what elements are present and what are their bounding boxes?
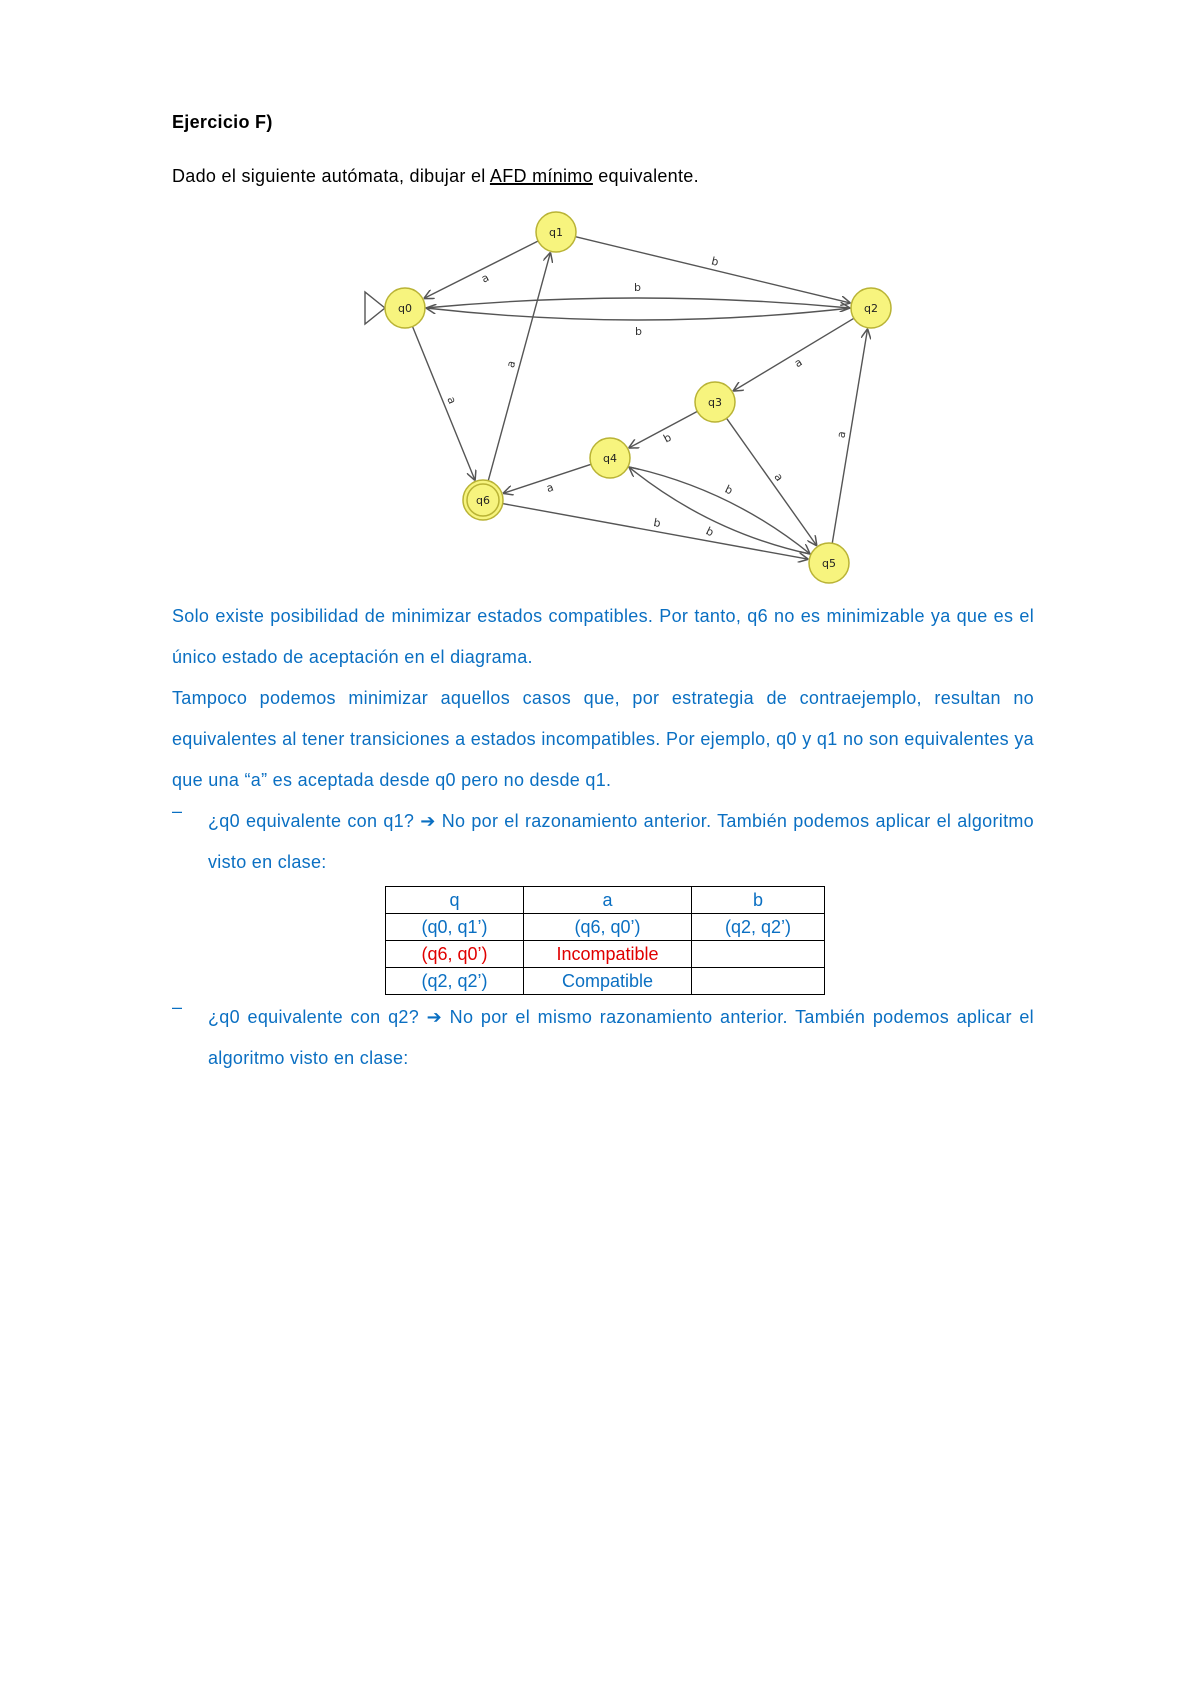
transition-label: b bbox=[635, 325, 642, 338]
transition-q4-q5 bbox=[628, 467, 810, 554]
table-row bbox=[386, 914, 825, 941]
transition-q6-q1 bbox=[488, 252, 550, 480]
transition-arrow bbox=[733, 318, 854, 391]
initial-state-triangle-icon bbox=[365, 292, 385, 324]
transition-label: a bbox=[771, 470, 786, 484]
state-label: q3 bbox=[708, 396, 722, 409]
table-cell: (q6, q0’) bbox=[524, 914, 692, 941]
transition-arrow bbox=[575, 237, 850, 303]
state-label: q5 bbox=[822, 557, 836, 570]
state-q1 bbox=[536, 212, 576, 252]
transition-q4-q6 bbox=[503, 464, 591, 495]
right-arrow-icon: ➔ bbox=[420, 811, 436, 831]
paragraph-counterexample: Tampoco podemos minimizar aquellos casos que, por estrategia de contraejemplo, resultan no equivalentes al tener transiciones a estados incompatibles. Por ejemplo, q0 y q1 no son equivalentes ya que una “a” es aceptada desde q0 pero no desde q1. bbox=[172, 688, 1034, 790]
table-header-row bbox=[386, 887, 825, 914]
state-label: q4 bbox=[603, 452, 617, 465]
automaton-states bbox=[365, 212, 891, 583]
state-q0 bbox=[365, 288, 425, 328]
bullet-q0-q1-question: ¿q0 equivalente con q1? bbox=[208, 811, 421, 831]
table-cell: (q0, q1’) bbox=[386, 914, 524, 941]
transition-label: b bbox=[710, 254, 720, 269]
transition-arrow bbox=[426, 308, 851, 320]
state-label: q2 bbox=[864, 302, 878, 315]
transition-q2-q0 bbox=[426, 308, 851, 338]
transition-arrow bbox=[425, 298, 850, 308]
table-header-q: q bbox=[386, 887, 524, 914]
table-cell bbox=[692, 968, 825, 995]
statement-text-after: equivalente. bbox=[592, 166, 699, 186]
state-label: q1 bbox=[549, 226, 563, 239]
table-cell: (q2, q2’) bbox=[692, 914, 825, 941]
compatibility-table bbox=[385, 886, 825, 995]
transition-q1-q2 bbox=[575, 237, 850, 303]
bullet-q0-q2-question: ¿q0 equivalente con q2? bbox=[208, 1007, 427, 1027]
transition-q1-q0 bbox=[424, 241, 538, 299]
transition-q5-q4 bbox=[629, 467, 811, 554]
state-label: q6 bbox=[476, 494, 490, 507]
transition-q6-q5 bbox=[503, 504, 809, 560]
table-cell: (q2, q2’) bbox=[386, 968, 524, 995]
transition-label: a bbox=[504, 359, 519, 370]
state-q4 bbox=[590, 438, 630, 478]
statement-underlined-term: AFD mínimo bbox=[489, 166, 593, 186]
state-q6 bbox=[463, 480, 503, 520]
transition-label: b bbox=[722, 482, 735, 498]
transition-label: b bbox=[703, 524, 716, 540]
table-header-a: a bbox=[524, 887, 692, 914]
transition-q3-q4 bbox=[629, 411, 698, 448]
table-cell-compatible: Compatible bbox=[524, 968, 692, 995]
transition-q5-q2 bbox=[832, 329, 867, 544]
transition-arrow bbox=[488, 252, 550, 480]
transition-label: b bbox=[661, 430, 674, 446]
table-cell bbox=[692, 941, 825, 968]
state-label: q0 bbox=[398, 302, 412, 315]
transition-label: b bbox=[634, 281, 641, 294]
bullet-dash: – bbox=[172, 801, 183, 821]
transition-label: b bbox=[652, 516, 662, 531]
transition-q0-q2 bbox=[425, 281, 850, 308]
transition-arrow bbox=[629, 467, 811, 554]
transition-label: a bbox=[444, 394, 459, 406]
paragraph-compatible-states: Solo existe posibilidad de minimizar estados compatibles. Por tanto, q6 no es minimizable ya que es el único estado de aceptación en el diagrama. bbox=[172, 606, 1034, 667]
state-q5 bbox=[809, 543, 849, 583]
transition-arrow bbox=[413, 327, 476, 481]
exercise-heading: Ejercicio F) bbox=[172, 112, 273, 132]
state-q2 bbox=[851, 288, 891, 328]
transition-label: a bbox=[792, 355, 805, 371]
table-cell: (q6, q0’) bbox=[386, 941, 524, 968]
table-cell-incompatible: Incompatible bbox=[524, 941, 692, 968]
transition-q2-q3 bbox=[733, 318, 854, 391]
transition-arrow bbox=[503, 504, 809, 560]
bullet-q0-q1 bbox=[208, 801, 1034, 883]
transition-label: a bbox=[479, 270, 492, 286]
statement-text-before: Dado el siguiente autómata, dibujar el bbox=[172, 166, 490, 186]
state-q3 bbox=[695, 382, 735, 422]
table-header-b: b bbox=[692, 887, 825, 914]
table-row bbox=[386, 941, 825, 968]
bullet-dash: – bbox=[172, 997, 183, 1017]
automaton-diagram bbox=[0, 0, 1200, 600]
bullet-q0-q2-answer: No por el mismo razonamiento anterior. También podemos aplicar el algoritmo visto en clase: bbox=[208, 1007, 1034, 1068]
transition-label: a bbox=[544, 480, 556, 496]
bullet-q0-q1-answer: No por el razonamiento anterior. También podemos aplicar el algoritmo visto en clase: bbox=[208, 811, 1034, 872]
table-row bbox=[386, 968, 825, 995]
transition-arrow bbox=[628, 467, 810, 554]
bullet-q0-q2 bbox=[208, 997, 1034, 1079]
right-arrow-icon: ➔ bbox=[426, 1007, 443, 1027]
transition-q0-q6 bbox=[413, 327, 476, 481]
transition-label: a bbox=[834, 430, 849, 439]
transition-arrow bbox=[629, 411, 698, 448]
transition-arrow bbox=[424, 241, 538, 299]
